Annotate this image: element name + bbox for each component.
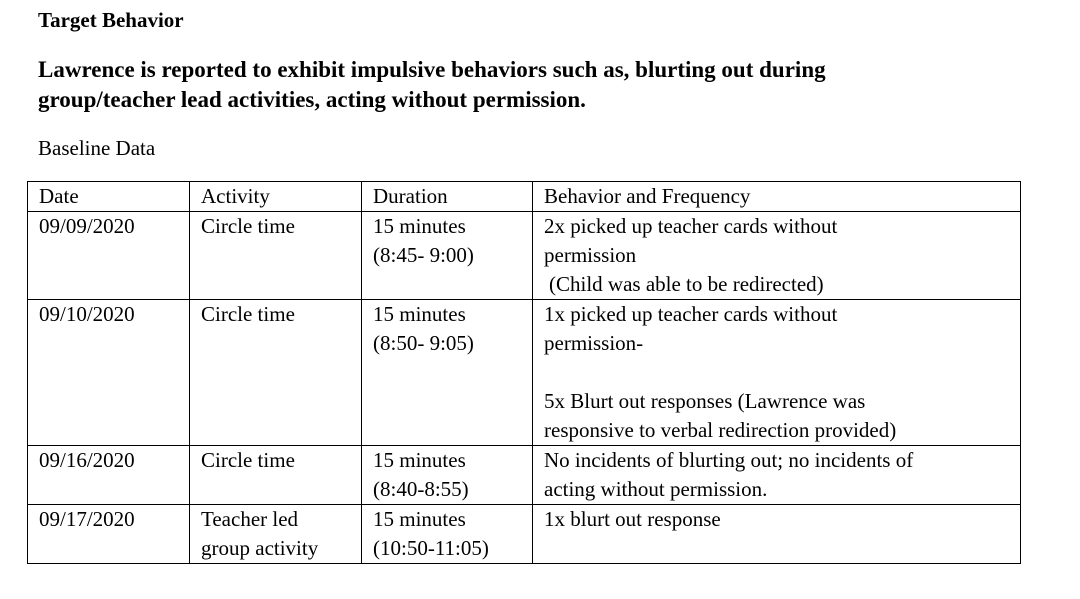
cell-duration-line: (8:40-8:55) — [373, 477, 469, 501]
cell-date — [28, 505, 190, 564]
cell-behavior-line: No incidents of blurting out; no incidents of — [544, 448, 914, 472]
baseline-data-table — [27, 181, 1021, 564]
cell-behavior-line: permission — [544, 243, 637, 267]
cell-date — [28, 212, 190, 300]
cell-activity — [190, 212, 362, 300]
target-behavior-statement — [38, 55, 978, 115]
cell-behavior-line: permission- — [544, 331, 644, 355]
cell-duration — [362, 300, 533, 446]
cell-behavior — [533, 446, 1021, 505]
table-row — [28, 505, 1021, 564]
cell-date-line: 09/09/2020 — [39, 214, 135, 238]
table-body — [28, 212, 1021, 564]
cell-activity — [190, 505, 362, 564]
cell-duration-line: 15 minutes — [373, 448, 466, 472]
cell-date — [28, 446, 190, 505]
cell-date-line: 09/16/2020 — [39, 448, 135, 472]
cell-activity-line: Circle time — [201, 448, 295, 472]
column-header-activity: Activity — [190, 182, 362, 212]
table-row — [28, 446, 1021, 505]
cell-behavior-line: 5x Blurt out responses (Lawrence was — [544, 389, 866, 413]
blank-line — [544, 358, 1020, 387]
cell-activity-line: group activity — [201, 536, 319, 560]
cell-behavior-line: acting without permission. — [544, 477, 768, 501]
cell-duration-line: (10:50-11:05) — [373, 536, 489, 560]
cell-date-line: 09/17/2020 — [39, 507, 135, 531]
cell-duration-line: (8:45- 9:00) — [373, 243, 474, 267]
cell-activity-line: Circle time — [201, 214, 295, 238]
column-header-date: Date — [28, 182, 190, 212]
cell-date-line: 09/10/2020 — [39, 302, 135, 326]
cell-activity-line: Circle time — [201, 302, 295, 326]
cell-activity — [190, 446, 362, 505]
column-header-duration: Duration — [362, 182, 533, 212]
table-row — [28, 300, 1021, 446]
cell-behavior-line: responsive to verbal redirection provided) — [544, 418, 897, 442]
cell-duration-line: (8:50- 9:05) — [373, 331, 474, 355]
table-header-row — [28, 182, 1021, 212]
cell-behavior-line: 1x picked up teacher cards without — [544, 302, 838, 326]
table-row — [28, 212, 1021, 300]
cell-behavior-line: (Child was able to be redirected) — [549, 272, 824, 296]
cell-duration — [362, 212, 533, 300]
cell-date — [28, 300, 190, 446]
cell-behavior — [533, 505, 1021, 564]
cell-activity — [190, 300, 362, 446]
column-header-behavior: Behavior and Frequency — [533, 182, 1021, 212]
cell-activity-line: Teacher led — [201, 507, 299, 531]
cell-behavior-line: 1x blurt out response — [544, 507, 721, 531]
section-heading: Target Behavior — [38, 8, 184, 32]
cell-duration-line: 15 minutes — [373, 302, 466, 326]
statement-line-2: group/teacher lead activities, acting without permission. — [38, 87, 586, 112]
cell-behavior — [533, 212, 1021, 300]
cell-duration — [362, 505, 533, 564]
cell-duration-line: 15 minutes — [373, 214, 466, 238]
cell-duration-line: 15 minutes — [373, 507, 466, 531]
cell-duration — [362, 446, 533, 505]
statement-line-1: Lawrence is reported to exhibit impulsive behaviors such as, blurting out during — [38, 57, 826, 82]
cell-behavior — [533, 300, 1021, 446]
baseline-data-label: Baseline Data — [38, 136, 156, 160]
cell-behavior-line: 2x picked up teacher cards without — [544, 214, 838, 238]
